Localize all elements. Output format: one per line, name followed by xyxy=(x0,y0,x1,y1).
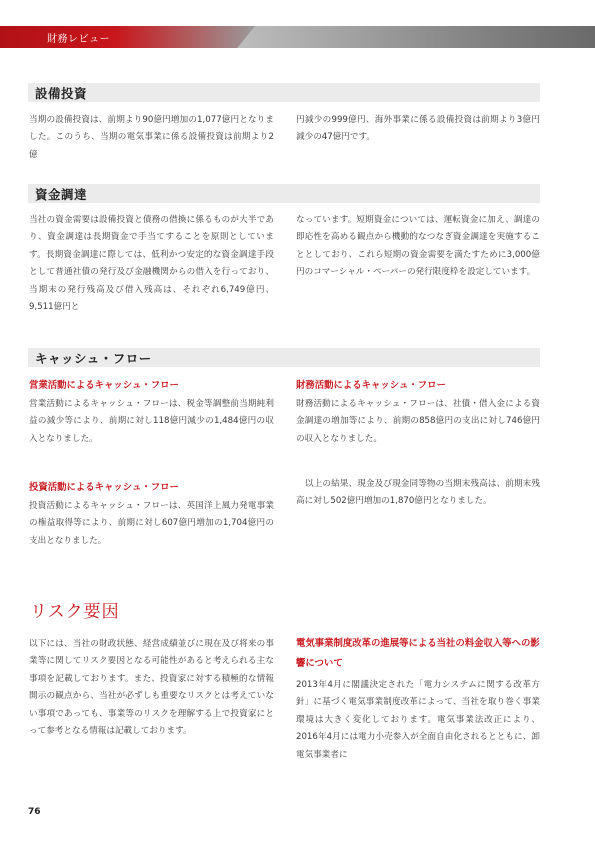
capex-section-bar xyxy=(28,83,540,102)
funding-text-right: なっています。短期資金については、運転資金に加え、調達の即応性を高める観点から機動的なつなぎ資金調達を実施することとしており、これら短期の資金需要を満たすために3,000億円のコマーシャル・ペーパーの発行限度枠を設定しています。 xyxy=(296,215,540,278)
financing-cf-text: 財務活動によるキャッシュ・フローは、社債・借入金による資金調達の増加等により、前期の858億円の支出に対し746億円の収入となりました。 xyxy=(296,399,540,444)
funding-text-left: 当社の資金需要は設備投資と債務の借換に係るものが大半であり、資金調達は長期資金で手当てすることを原則としています。長期資金調達に際しては、低利かつ安定的な資金調達手段として普通社債の発行及び金融機関からの借入を行っており、当期末の発行残高及び借入残高は、それぞれ6,749億円、9,511億円と xyxy=(29,215,274,313)
header-tab xyxy=(0,26,255,48)
funding-title: 資金調達 xyxy=(35,187,88,202)
cashflow-summary-text: 以上の結果、現金及び現金同等物の当期末残高は、前期末残高に対し502億円増加の1,870億円となりました。 xyxy=(296,479,540,507)
risk-title: リスク要因 xyxy=(30,602,120,622)
risk-sub-text: 2013年4月に閣議決定された「電力システムに関する改革方針」に基づく電気事業制度改革によって、当社を取り巻く事業環境は大きく変化しております。電気事業法改正により、2016年4月には電力小売参入が全面自由化されるとともに、卸電気事業者に xyxy=(296,680,540,760)
capex-text-left: 当期の設備投資は、前期より90億円増加の1,077億円となりました。このうち、当期の電気事業に係る設備投資は前期より2億 xyxy=(29,115,274,160)
capex-text-right: 円減少の999億円、海外事業に係る設備投資は前期より3億円減少の47億円です。 xyxy=(296,115,540,143)
financing-cf-title: 財務活動によるキャッシュ・フロー xyxy=(296,380,446,391)
operating-cf-text: 営業活動によるキャッシュ・フローは、税金等調整前当期純利益の減少等により、前期に対し118億円減少の1,484億円の収入となりました。 xyxy=(29,399,274,444)
investing-cf-text: 投資活動によるキャッシュ・フローは、英国洋上風力発電事業の権益取得等により、前期に対し607億円増加の1,704億円の支出となりました。 xyxy=(29,501,274,546)
risk-sub-title: 電気事業制度改革の進展等による当社の料金収入等への影響について xyxy=(296,638,540,669)
risk-intro-text: 以下には、当社の財政状態、経営成績並びに現在及び将来の事業等に関してリスク要因となる可能性があると考えられる主な事項を記載しております。また、投資家に対する積極的な情報開示の観点から、当社が必ずしも重要なリスクとは考えていない事項であっても、事業等のリスクを理解する上で投資家にとって参考となる情報は記載しております。 xyxy=(29,639,274,737)
operating-cf-title: 営業活動によるキャッシュ・フロー xyxy=(29,380,179,391)
funding-section-bar xyxy=(28,184,540,203)
cashflow-title: キャッシュ・フロー xyxy=(35,351,152,366)
capex-title: 設備投資 xyxy=(35,86,88,101)
page-number: 76 xyxy=(28,807,41,817)
header-title: 財務レビュー xyxy=(47,34,110,45)
investing-cf-title: 投資活動によるキャッシュ・フロー xyxy=(29,482,179,493)
